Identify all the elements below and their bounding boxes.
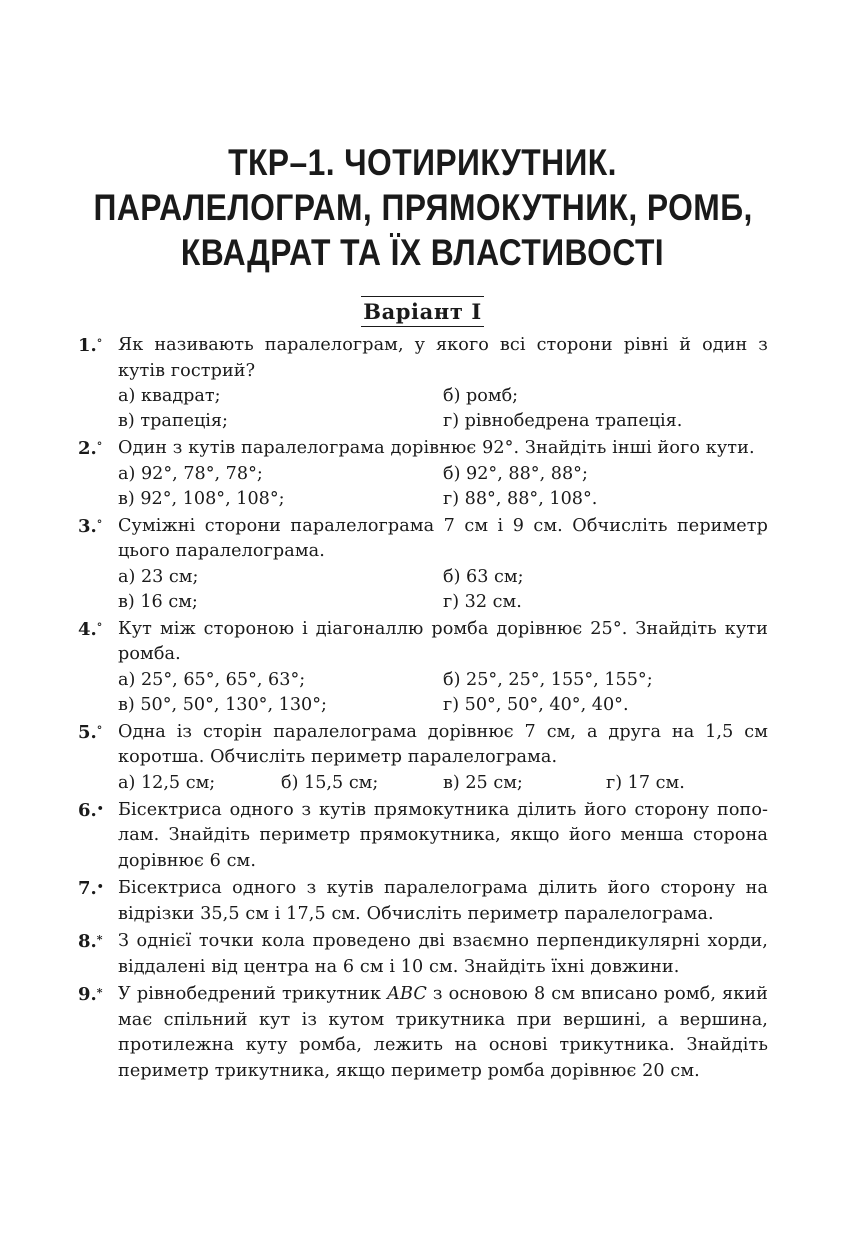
problem-text: З однієї точки кола проведено дві взаємно перпендикулярні хорди, віддалені від центра на 6 см і 10 см. Знайдіть їхні довжини. bbox=[118, 931, 768, 977]
problem-text: У рівнобедрений трикутник ABC з основою 8 см вписано ромб, який має спільний кут із кутом трикутника при вершині, а вершина, протилежна куту ромба, лежить на основі трикутника. Знайдіть периметр трикутника, якщо периметр ромба дорівнює 20 см. bbox=[118, 984, 768, 1081]
answer-option: б) 25°, 25°, 155°, 155°; bbox=[443, 669, 653, 690]
problem-4 bbox=[78, 617, 768, 718]
answer-option: г) 88°, 88°, 108°. bbox=[443, 488, 598, 509]
problem-text: Суміжні сторони паралелограма 7 см і 9 см. Обчисліть периметр цього паралелограма. bbox=[118, 515, 768, 561]
answer-option: а) 23 см; bbox=[118, 566, 199, 587]
problem-3 bbox=[78, 514, 768, 615]
variant-heading bbox=[0, 296, 845, 327]
answer-options bbox=[118, 384, 768, 434]
problem-number: 5.° bbox=[78, 721, 103, 743]
answer-options bbox=[118, 462, 768, 512]
problem-9 bbox=[78, 982, 768, 1084]
problem-1 bbox=[78, 333, 768, 434]
answer-option: г) 17 см. bbox=[606, 772, 685, 793]
answer-option: в) 16 см; bbox=[118, 591, 198, 612]
problem-number: 8.* bbox=[78, 931, 103, 952]
problem-number: 9.* bbox=[78, 984, 103, 1005]
answer-option: б) 15,5 см; bbox=[281, 772, 379, 793]
problem-list bbox=[78, 333, 768, 1086]
problem-number: 1.° bbox=[78, 335, 103, 356]
problem-6 bbox=[78, 798, 768, 875]
answer-option: а) квадрат; bbox=[118, 386, 221, 406]
answer-option: в) 50°, 50°, 130°, 130°; bbox=[118, 694, 327, 715]
answer-option: б) 92°, 88°, 88°; bbox=[443, 463, 588, 484]
answer-option: а) 92°, 78°, 78°; bbox=[118, 463, 263, 484]
answer-option: в) 92°, 108°, 108°; bbox=[118, 488, 285, 509]
problem-text: Один з кутів паралелограма дорівнює 92°. Знайдіть інші його кути. bbox=[118, 438, 755, 458]
problem-number: 4.° bbox=[78, 618, 103, 640]
problem-5 bbox=[78, 720, 768, 796]
answer-option: б) 63 см; bbox=[443, 566, 524, 587]
problem-text: Як називають паралелограм, у якого всі сторони рівні й один з кутів гострий? bbox=[118, 335, 768, 381]
title-line-2: ПАРАЛЕЛОГРАМ, ПРЯМОКУТНИК, РОМБ, bbox=[93, 187, 753, 228]
problem-2 bbox=[78, 436, 768, 512]
problem-text: Одна із сторін паралелограма дорівнює 7 см, а друга на 1,5 см коротша. Обчисліть периметр паралелограма. bbox=[118, 721, 768, 767]
problem-7 bbox=[78, 876, 768, 927]
answer-option: в) трапеція; bbox=[118, 411, 228, 431]
problem-text: Кут між стороною і діагоналлю ромба дорівнює 25°. Знайдіть кути ромба. bbox=[118, 618, 768, 664]
answer-option: г) 32 см. bbox=[443, 591, 522, 612]
answer-option: в) 25 см; bbox=[443, 772, 523, 793]
answer-options bbox=[118, 565, 768, 615]
answer-option: г) 50°, 50°, 40°, 40°. bbox=[443, 694, 629, 715]
problem-text: Бісектриса одного з кутів паралелограма ділить його сторону на відрізки 35,5 см і 17,5 см. Обчисліть периметр паралелограма. bbox=[118, 878, 768, 924]
problem-8 bbox=[78, 929, 768, 980]
title-line-3: КВАДРАТ ТА ЇХ ВЛАСТИВОСТІ bbox=[180, 232, 665, 273]
variant-label: Варіант I bbox=[361, 296, 484, 327]
problem-number: 2.° bbox=[78, 438, 103, 459]
answer-options bbox=[118, 668, 768, 718]
problem-number: 6.• bbox=[78, 799, 104, 821]
problem-number: 3.° bbox=[78, 515, 103, 537]
answer-option: г) рівнобедрена трапеція. bbox=[443, 411, 683, 431]
problem-text: Бісектриса одного з кутів прямокутника ділить його сторону пополам. Знайдіть периметр прямокутника, якщо його менша сторона дорівнює 6 см. bbox=[118, 799, 768, 871]
answer-option: б) ромб; bbox=[443, 386, 519, 406]
page-title bbox=[94, 140, 752, 275]
title-line-1: ТКР–1. ЧОТИРИКУТНИК. bbox=[228, 142, 617, 183]
answer-options bbox=[118, 771, 768, 796]
answer-option: а) 12,5 см; bbox=[118, 772, 216, 793]
answer-option: а) 25°, 65°, 65°, 63°; bbox=[118, 669, 306, 690]
problem-number: 7.• bbox=[78, 878, 104, 899]
triangle-label: ABC bbox=[387, 984, 427, 1004]
